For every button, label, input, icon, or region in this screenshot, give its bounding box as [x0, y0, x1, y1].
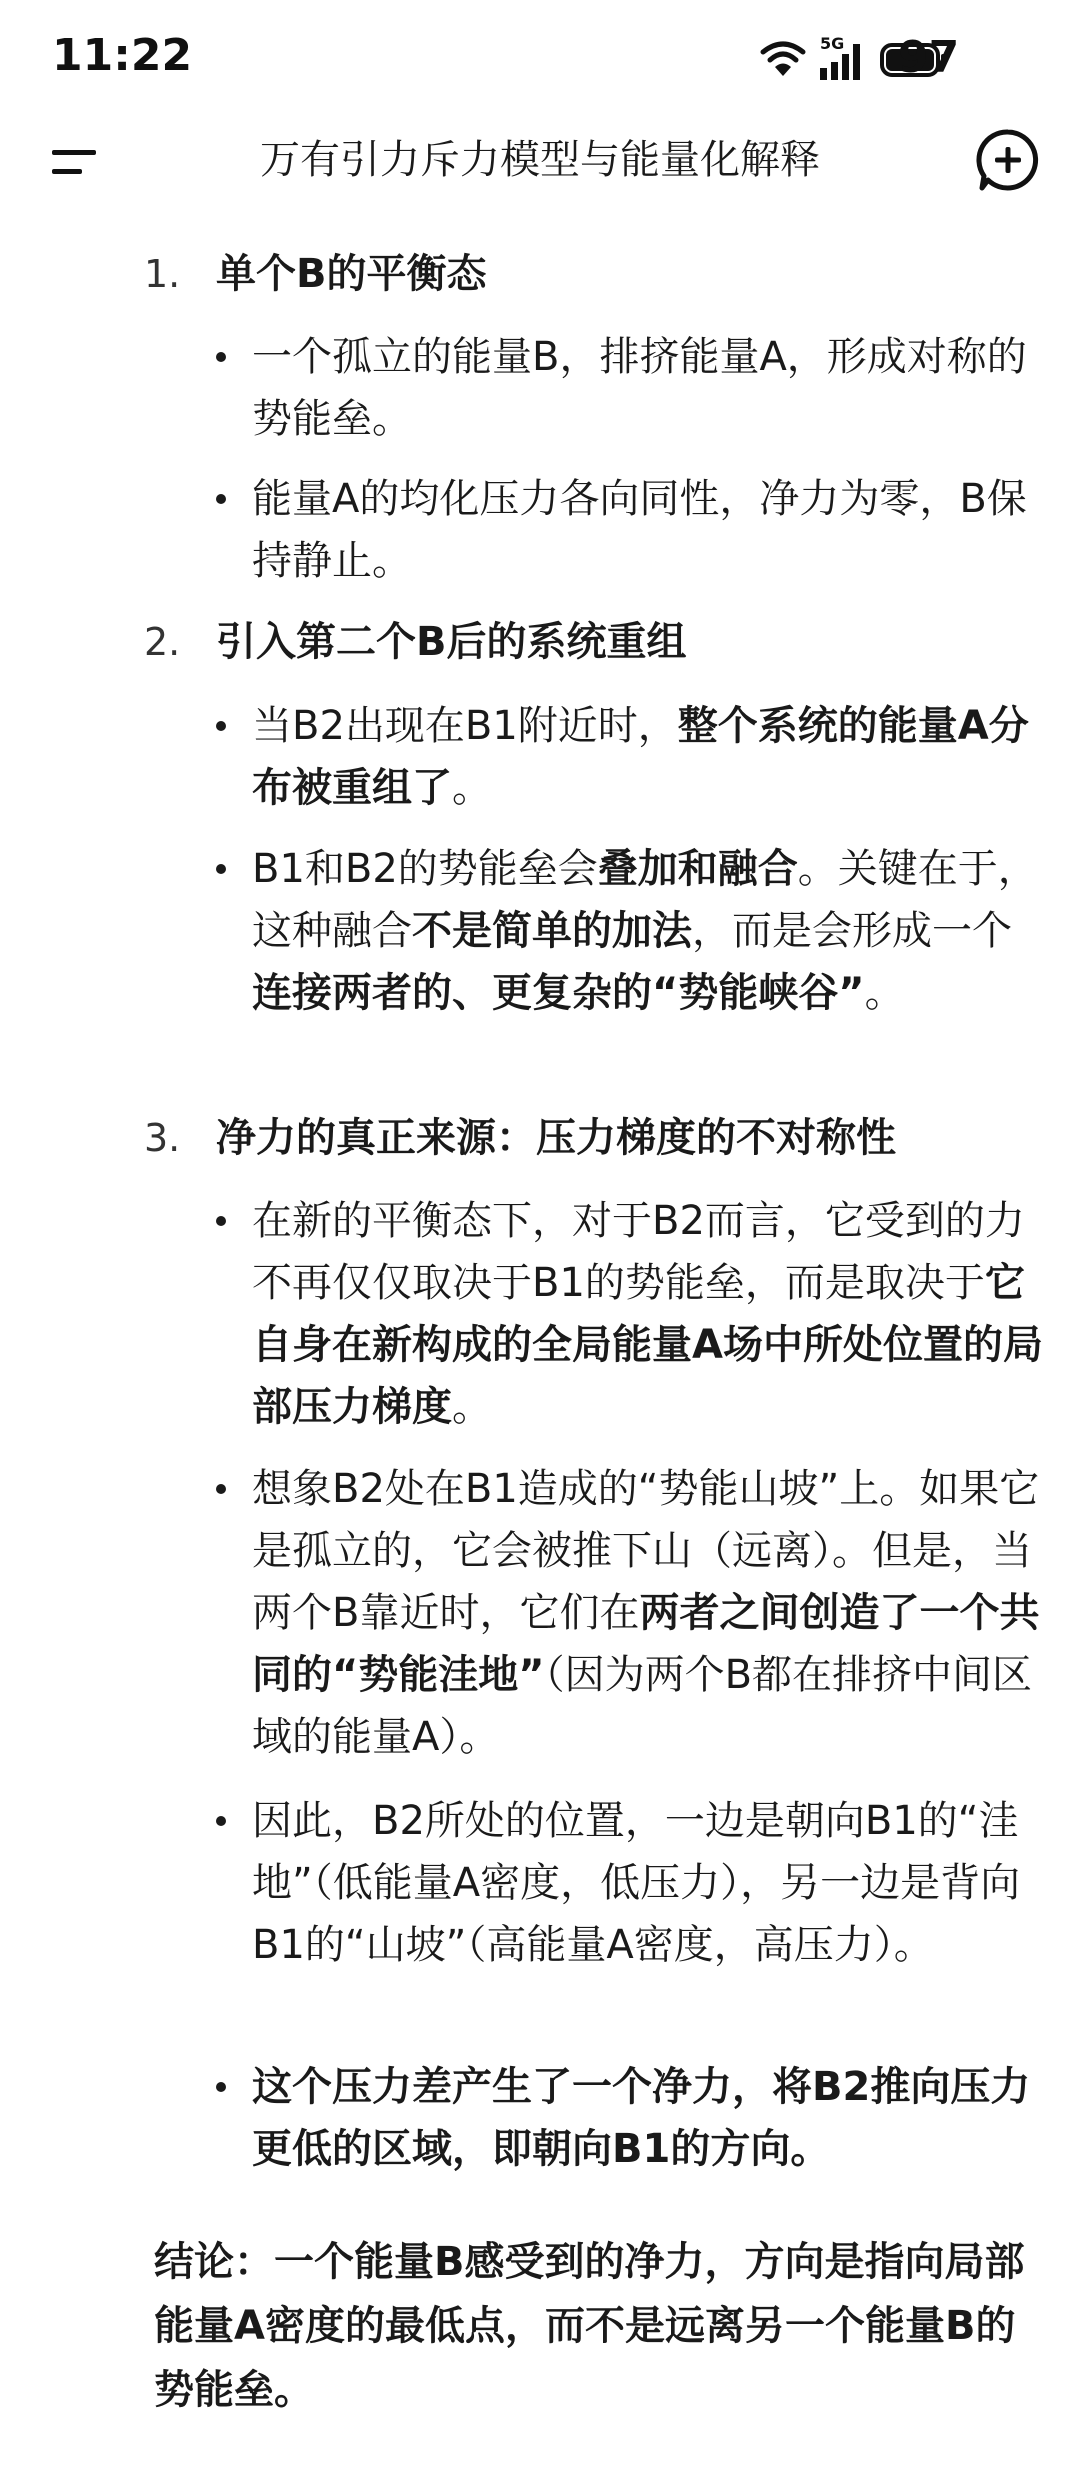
text-run: 能量A的均化压力各向同性，净力为零，B保持静止。 — [252, 476, 1027, 584]
text-run-bold: 连接两者的、更复杂的“势能峡谷” — [252, 970, 865, 1016]
cellular-icon — [820, 34, 866, 80]
list-item-text — [252, 695, 1046, 819]
text-run-bold: 两者之间创造了一个共同的“势能洼地” — [252, 1590, 1040, 1698]
text-run: B1和B2的势能垒会 — [252, 846, 598, 892]
list-item — [216, 1458, 1046, 1768]
list-item — [216, 1790, 1046, 1976]
list-item-text — [252, 1458, 1046, 1768]
new-chat-icon[interactable] — [974, 126, 1042, 194]
text-run: ，而是会形成一个 — [692, 908, 1012, 954]
text-run-bold: 叠加和融合 — [597, 846, 798, 892]
section-number: 2. — [144, 620, 181, 664]
section-title: 净力的真正来源：压力梯度的不对称性 — [216, 1115, 896, 1161]
battery-level: 97 — [898, 32, 960, 83]
list-item — [216, 326, 1046, 450]
list-item — [216, 695, 1046, 819]
text-run: 在新的平衡态下，对于B2而言，它受到的力不再仅仅取决于B1的势能垒，而是取决于 — [252, 1198, 1025, 1306]
list-item-text — [252, 838, 1046, 1024]
section-title: 引入第二个B后的系统重组 — [216, 619, 687, 665]
list-item — [216, 2056, 1046, 2180]
text-run-bold: 这个压力差产生了一个净力，将B2推向压力更低的区域，即朝向B1的方向。 — [252, 2064, 1031, 2172]
text-run: 。关键在于，这种融合 — [252, 846, 1038, 954]
list-item-text — [252, 1190, 1046, 1438]
section-number: 3. — [144, 1116, 181, 1160]
text-run: 一个孤立的能量B，排挤能量A，形成对称的势能垒。 — [252, 334, 1027, 442]
wifi-icon — [760, 40, 806, 80]
list-item-text — [252, 326, 1046, 450]
text-run: 因此，B2所处的位置，一边是朝向B1的“洼地”（低能量A密度，低压力），另一边是背向B1的“山坡”（高能量A密度，高压力）。 — [252, 1798, 1021, 1968]
list-item — [216, 468, 1046, 592]
network-type: 5G — [820, 34, 845, 53]
list-item — [216, 838, 1046, 1024]
text-run: 。 — [864, 970, 905, 1016]
text-run-bold: 它自身在新构成的全局能量A场中所处位置的局部压力梯度 — [252, 1260, 1043, 1430]
page-title: 万有引力斥力模型与能量化解释 — [260, 137, 820, 183]
text-run: 想象B2处在B1造成的“势能山坡”上。如果它是孤立的，它会被推下山（远离）。但是，当两个B靠近时，它们在 — [252, 1466, 1040, 1636]
list-item-text — [252, 2056, 1046, 2180]
status-time: 11:22 — [52, 30, 193, 81]
list-item — [216, 1190, 1046, 1438]
status-bar — [0, 0, 1080, 120]
text-run: （因为两个B都在排挤中间区域的能量A）。 — [252, 1652, 1033, 1760]
text-run: 当B2出现在B1附近时， — [252, 703, 678, 749]
list-item-text — [252, 468, 1046, 592]
text-run: 。 — [452, 765, 492, 811]
text-run-bold: 不是简单的加法 — [412, 908, 692, 954]
conclusion-text: 结论：一个能量B感受到的净力，方向是指向局部能量A密度的最低点，而不是远离另一个能量B的势能垒。 — [154, 2239, 1025, 2413]
text-run: 。 — [452, 1384, 492, 1430]
section-title: 单个B的平衡态 — [216, 251, 487, 297]
text-run-bold: 整个系统的能量A分布被重组了 — [252, 703, 1029, 811]
menu-icon[interactable] — [48, 134, 104, 190]
list-item-text — [252, 1790, 1046, 1976]
section-number: 1. — [144, 252, 181, 296]
